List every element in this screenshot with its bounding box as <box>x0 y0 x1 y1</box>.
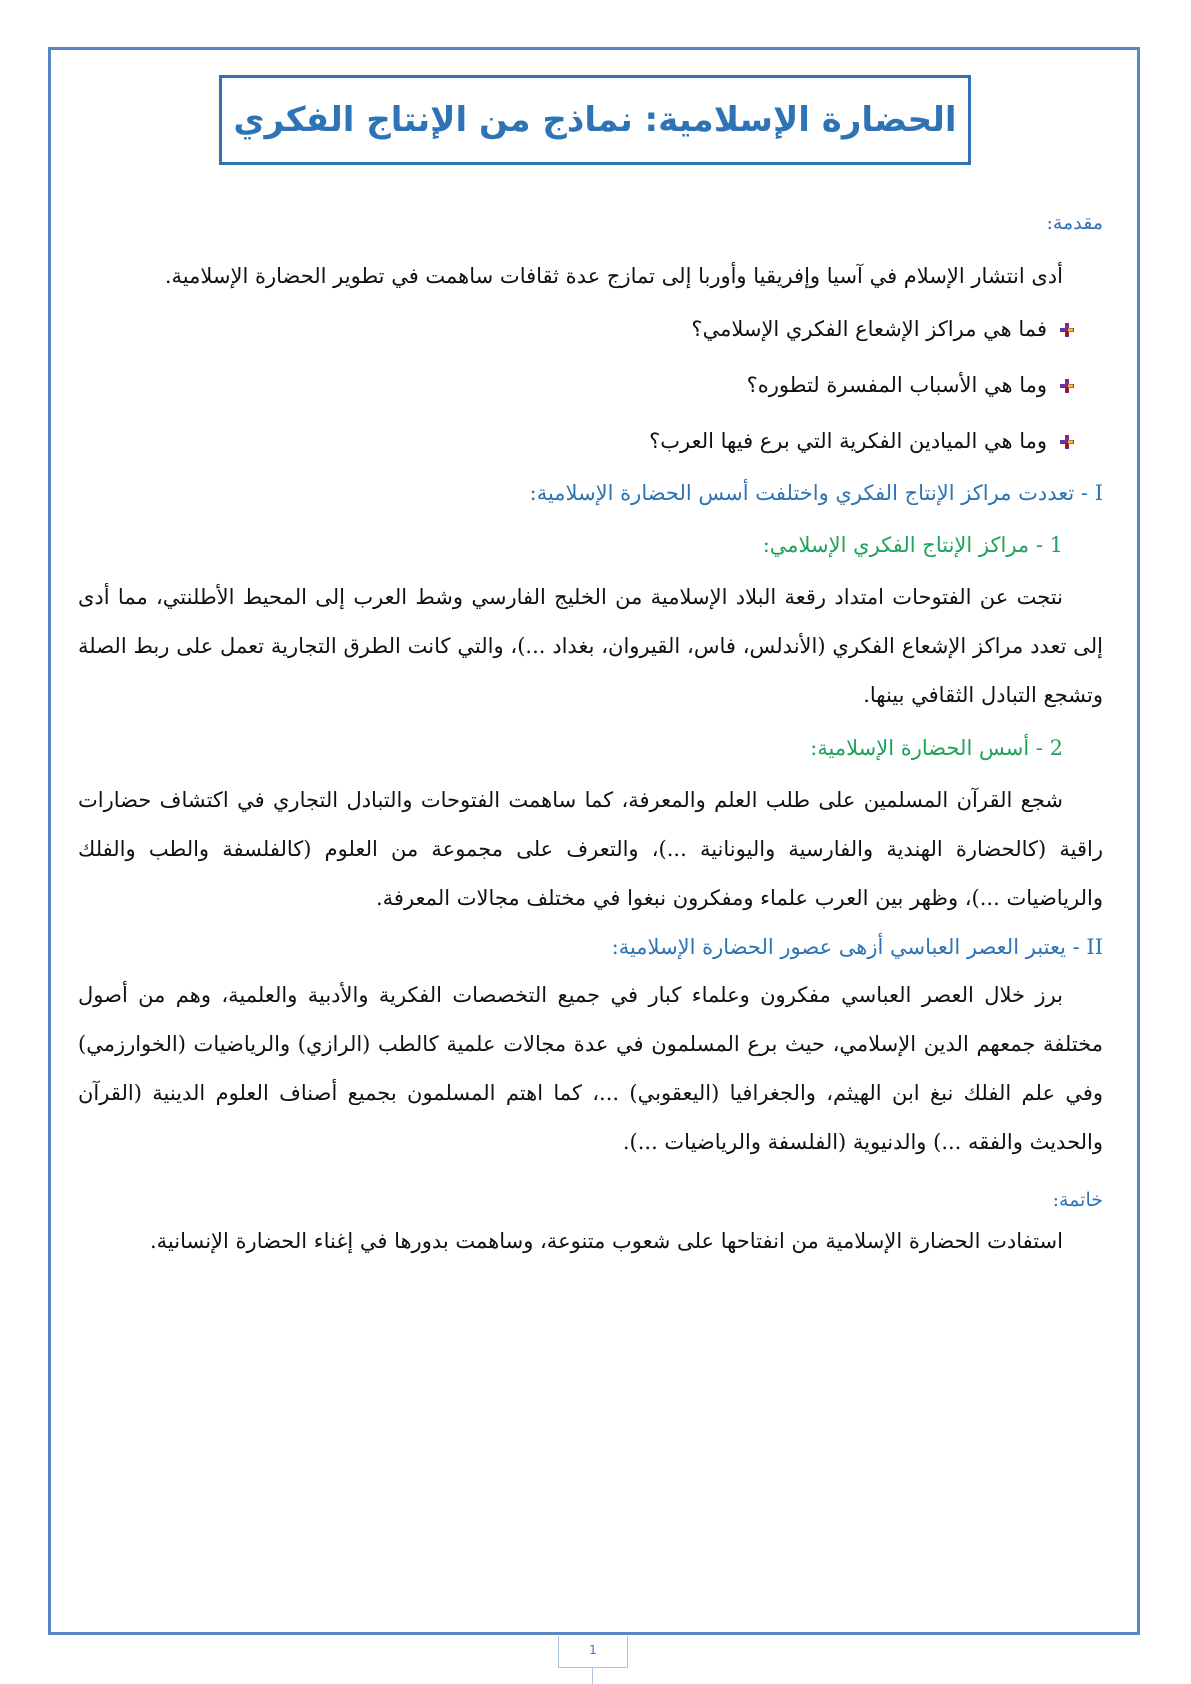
question-text: وما هي الميادين الفكرية التي برع فيها العرب؟ <box>649 429 1047 453</box>
section1-sub1-heading: 1 - مراكز الإنتاج الفكري الإسلامي: <box>762 533 1063 557</box>
section1-heading: I - تعددت مراكز الإنتاج الفكري واختلفت أسس الحضارة الإسلامية: <box>529 481 1103 505</box>
intro-paragraph: أدى انتشار الإسلام في آسيا وإفريقيا وأوربا إلى تمازج عدة ثقافات ساهمت في تطوير الحضارة الإسلامية. <box>164 264 1063 288</box>
plus-bullet-icon <box>1061 434 1075 448</box>
question-text: وما هي الأسباب المفسرة لتطوره؟ <box>746 373 1047 397</box>
question-item <box>78 413 1075 469</box>
title-box <box>219 75 971 165</box>
section2-paragraph: برز خلال العصر العباسي مفكرون وعلماء كبار في جميع التخصصات الفكرية والأدبية والعلمية، وهم من أصول مختلفة جمعهم الدين الإسلامي، حيث برع المسلمون في عدة مجالات علمية كالطب (الرازي) والرياضيات (الخوارزمي) وفي علم الفلك نبغ ابن الهيثم، والجغرافيا (اليعقوبي) ...، كما اهتم المسلمون بجميع أصناف العلوم الدينية (القرآن والحديث والفقه ...) والدنيوية (الفلسفة والرياضيات ...). <box>78 983 1103 1154</box>
page-number: 1 <box>558 1636 628 1668</box>
question-item <box>78 357 1075 413</box>
page-title: الحضارة الإسلامية: نماذج من الإنتاج الفكري <box>233 100 957 140</box>
section2-heading: II - يعتبر العصر العباسي أزهى عصور الحضارة الإسلامية: <box>611 935 1103 959</box>
question-item <box>78 301 1075 357</box>
section1-sub2-paragraph: شجع القرآن المسلمين على طلب العلم والمعرفة، كما ساهمت الفتوحات والتبادل التجاري في اكتشاف حضارات راقية (كالحضارة الهندية والفارسية واليونانية ...)، والتعرف على مجموعة من العلوم (كالفلسفة والطب والفلك والرياضيات ...)، وظهر بين العرب علماء ومفكرون نبغوا في مختلف مجالات المعرفة. <box>78 788 1103 910</box>
question-text: فما هي مراكز الإشعاع الفكري الإسلامي؟ <box>691 317 1047 341</box>
conclusion-paragraph: استفادت الحضارة الإسلامية من انفتاحها على شعوب متنوعة، وساهمت بدورها في إغناء الحضارة الإنسانية. <box>149 1229 1063 1253</box>
page-number-stem <box>592 1668 593 1684</box>
conclusion-label: خاتمة: <box>1052 1189 1103 1211</box>
section1-sub2-heading: 2 - أسس الحضارة الإسلامية: <box>810 736 1063 760</box>
document-body <box>78 190 1103 1266</box>
plus-bullet-icon <box>1061 378 1075 392</box>
section1-sub1-paragraph: نتجت عن الفتوحات امتداد رقعة البلاد الإسلامية من الخليج الفارسي وشط العرب إلى المحيط الأطلنتي، مما أدى إلى تعدد مراكز الإشعاع الفكري (الأندلس، فاس، القيروان، بغداد ...)، والتي كانت الطرق التجارية تعمل على ربط الصلة وتشجع التبادل الثقافي بينها. <box>78 585 1103 707</box>
question-list <box>78 301 1103 469</box>
intro-label: مقدمة: <box>1046 212 1103 234</box>
plus-bullet-icon <box>1061 322 1075 336</box>
